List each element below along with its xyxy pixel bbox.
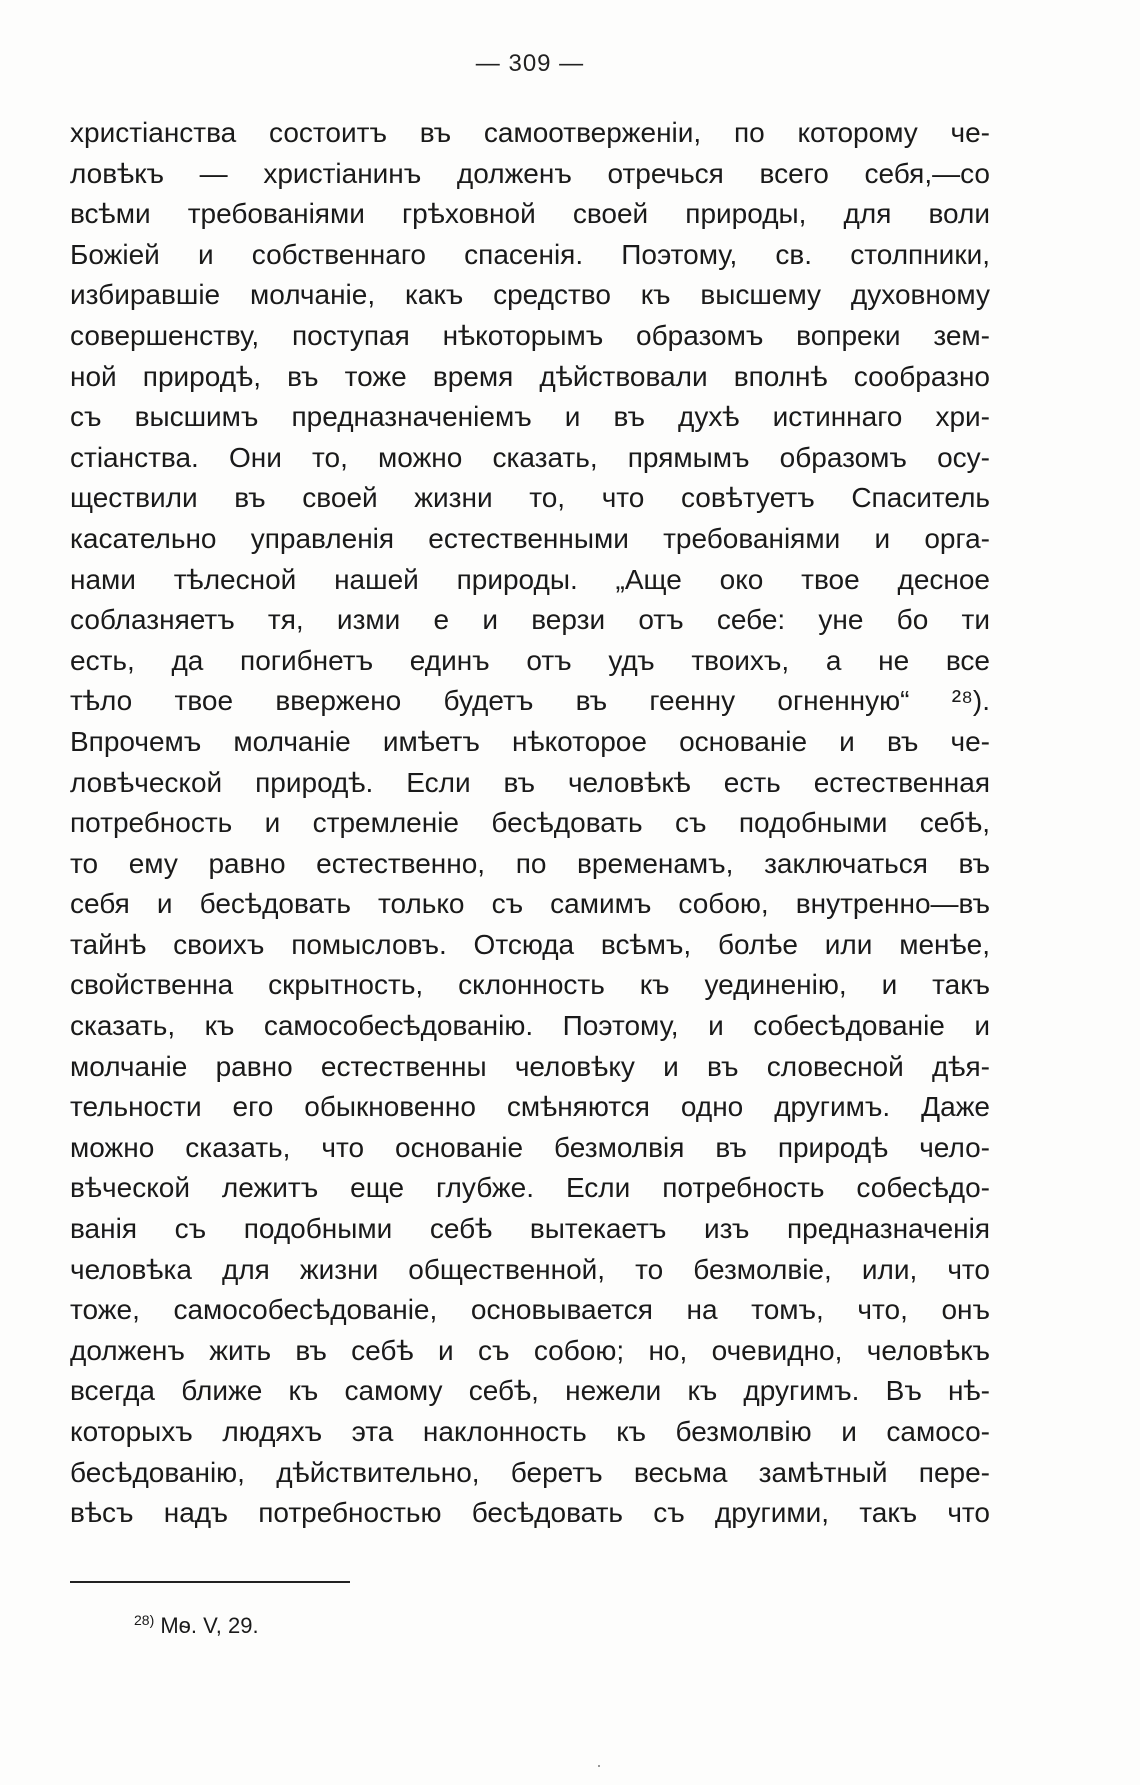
text-line: то ему равно естественно, по временамъ, заключаться въ: [70, 847, 990, 879]
text-line: долженъ жить въ себѣ и съ собою; но, очевидно, человѣкъ: [70, 1334, 990, 1366]
text-line: Божіей и собственнаго спасенія. Поэтому, св. столпники,: [70, 238, 990, 270]
text-line: тайнѣ своихъ помысловъ. Отсюда всѣмъ, болѣе или менѣе,: [70, 928, 990, 960]
page-number: — 309 —: [475, 50, 585, 77]
text-line: всѣми требованіями грѣховной своей природы, для воли: [70, 198, 990, 230]
text-line: сказать, къ самособесѣдованію. Поэтому, и собесѣдованіе и: [70, 1010, 990, 1042]
text-line: христіанства состоитъ въ самоотверженіи, по которому че-: [70, 117, 990, 148]
body-text: [70, 113, 990, 1534]
text-line: вѣсъ надъ потребностью бесѣдовать съ другими, такъ что: [70, 1497, 990, 1529]
text-line: человѣка для жизни общественной, то безмолвіе, или, что: [70, 1253, 990, 1285]
text-line: ной природѣ, въ тоже время дѣйствовали вполнѣ сообразно: [70, 360, 990, 392]
footnote: [134, 1612, 259, 1639]
text-line: стіанства. Они то, можно сказать, прямымъ образомъ осу-: [70, 441, 990, 473]
text-line: которыхъ людяхъ эта наклонность къ безмолвію и самосо-: [70, 1416, 990, 1447]
footnote-divider: [70, 1581, 350, 1583]
text-line: нами тѣлесной нашей природы. „Аще око твое десное: [70, 563, 990, 595]
text-line: ществили въ своей жизни то, что совѣтуетъ Спаситель: [70, 482, 990, 514]
text-line: себя и бесѣдовать только съ самимъ собою, внутренно—въ: [70, 888, 990, 920]
text-line: можно сказать, что основаніе безмолвія въ природѣ чело-: [70, 1131, 990, 1163]
text-line: ванія съ подобными себѣ вытекаетъ изъ предназначенія: [70, 1213, 990, 1245]
text-line: потребность и стремленіе бесѣдовать съ подобными себѣ,: [70, 807, 990, 839]
text-line: свойственна скрытность, склонность къ уединенію, и такъ: [70, 969, 990, 1001]
text-line: тоже, самособесѣдованіе, основывается на томъ, что, онъ: [70, 1294, 990, 1326]
print-speck: [598, 1765, 600, 1767]
text-line: есть, да погибнетъ единъ отъ удъ твоихъ, а не все: [70, 644, 990, 676]
text-line: всегда ближе къ самому себѣ, нежели къ другимъ. Въ нѣ-: [70, 1375, 990, 1407]
text-line: соблазняетъ тя, изми е и верзи отъ себе: уне бо ти: [70, 604, 990, 636]
text-line: тѣло твое ввержено будетъ въ геенну огненную“ ²⁸).: [70, 685, 990, 717]
text-line: ловѣкъ — христіанинъ долженъ отречься всего себя,—со: [70, 157, 990, 189]
text-line: съ высшимъ предназначеніемъ и въ духѣ истиннаго хри-: [70, 401, 990, 433]
text-line: бесѣдованію, дѣйствительно, беретъ весьма замѣтный пере-: [70, 1456, 990, 1488]
footnote-marker: 28): [134, 1612, 155, 1628]
text-line: касательно управленія естественными требованіями и орга-: [70, 522, 990, 554]
text-line: совершенству, поступая нѣкоторымъ образомъ вопреки зем-: [70, 319, 990, 351]
text-line: ловѣческой природѣ. Если въ человѣкѣ есть естественная: [70, 766, 990, 798]
text-line: Впрочемъ молчаніе имѣетъ нѣкоторое основаніе и въ че-: [70, 725, 990, 757]
text-line: молчаніе равно естественны человѣку и въ словесной дѣя-: [70, 1050, 990, 1082]
text-line: тельности его обыкновенно смѣняются одно другимъ. Даже: [70, 1091, 990, 1123]
text-line: избиравшіе молчаніе, какъ средство къ высшему духовному: [70, 279, 990, 311]
footnote-text: Мѳ. V, 29.: [160, 1613, 259, 1638]
text-line: вѣческой лежитъ еще глубже. Если потребность собесѣдо-: [70, 1172, 990, 1204]
